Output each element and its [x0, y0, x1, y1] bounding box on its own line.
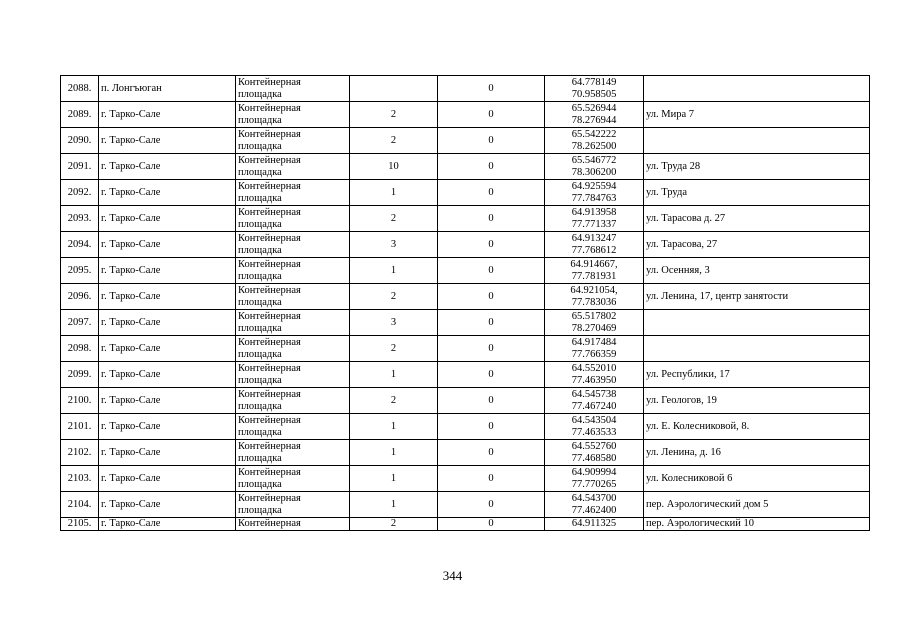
table-row [61, 232, 870, 258]
row-address: ул. Труда [644, 180, 870, 206]
row-address: ул. Ленина, 17, центр занятости [644, 284, 870, 310]
row-coordinates [545, 388, 644, 414]
row-place: г. Тарко-Сале [99, 284, 236, 310]
row-latitude: 64.543700 [571, 493, 617, 504]
row-type-line1: Контейнерная [238, 337, 301, 348]
row-number: 2090. [61, 128, 99, 154]
row-address: ул. Тарасова, 27 [644, 232, 870, 258]
table-row [61, 466, 870, 492]
row-count: 1 [350, 362, 438, 388]
row-zero: 0 [438, 518, 545, 531]
row-count: 2 [350, 206, 438, 232]
row-latitude: 64.914667, [570, 259, 618, 270]
row-type [236, 414, 350, 440]
row-address [644, 128, 870, 154]
table-row [61, 76, 870, 102]
row-latitude: 64.913958 [571, 207, 617, 218]
row-type-line1: Контейнерная [238, 259, 301, 270]
row-place: г. Тарко-Сале [99, 258, 236, 284]
row-type-line1: Контейнерная [238, 415, 301, 426]
row-place: г. Тарко-Сале [99, 362, 236, 388]
table-row [61, 310, 870, 336]
row-count: 2 [350, 388, 438, 414]
row-coordinates [545, 492, 644, 518]
row-type [236, 232, 350, 258]
row-longitude: 77.781931 [571, 270, 617, 282]
row-zero: 0 [438, 414, 545, 440]
row-address [644, 310, 870, 336]
row-coordinates [545, 76, 644, 102]
table-row [61, 154, 870, 180]
row-coordinates [545, 414, 644, 440]
row-type-line2: площадка [238, 88, 282, 100]
table-row-last [61, 518, 870, 531]
row-type [236, 440, 350, 466]
table-body [61, 76, 870, 531]
row-zero: 0 [438, 388, 545, 414]
row-address: ул. Геологов, 19 [644, 388, 870, 414]
row-number: 2092. [61, 180, 99, 206]
row-zero: 0 [438, 154, 545, 180]
table-row [61, 206, 870, 232]
row-zero: 0 [438, 76, 545, 102]
row-place: г. Тарко-Сале [99, 466, 236, 492]
row-place: г. Тарко-Сале [99, 518, 236, 531]
row-number: 2096. [61, 284, 99, 310]
row-count: 2 [350, 518, 438, 531]
table-row [61, 128, 870, 154]
row-type [236, 388, 350, 414]
row-longitude: 77.770265 [571, 478, 617, 490]
row-zero: 0 [438, 336, 545, 362]
row-coordinates [545, 102, 644, 128]
row-type-line1: Контейнерная [238, 285, 301, 296]
row-count: 3 [350, 232, 438, 258]
row-longitude: 77.771337 [571, 218, 617, 230]
row-place: г. Тарко-Сале [99, 128, 236, 154]
row-type [236, 154, 350, 180]
row-address: ул. Ленина, д. 16 [644, 440, 870, 466]
row-type-line1: Контейнерная [238, 207, 301, 218]
row-type-line1: Контейнерная [238, 363, 301, 374]
row-latitude: 64.778149 [571, 77, 617, 88]
row-latitude: 65.517802 [571, 311, 617, 322]
row-address [644, 336, 870, 362]
row-coordinates [545, 180, 644, 206]
row-type [236, 206, 350, 232]
row-type-line2: площадка [238, 374, 282, 386]
row-latitude: 64.545738 [571, 389, 617, 400]
row-zero: 0 [438, 180, 545, 206]
row-type-line1: Контейнерная [238, 441, 301, 452]
container-sites-table [60, 75, 870, 531]
row-latitude: 64.921054, [570, 285, 618, 296]
row-zero: 0 [438, 128, 545, 154]
table-row [61, 258, 870, 284]
row-type [236, 362, 350, 388]
row-longitude: 78.262500 [571, 140, 617, 152]
table-row [61, 362, 870, 388]
row-coordinates [545, 154, 644, 180]
row-coordinates: 64.911325 [545, 518, 644, 531]
row-type [236, 102, 350, 128]
row-longitude: 77.462400 [571, 504, 617, 516]
row-coordinates [545, 310, 644, 336]
row-place: г. Тарко-Сале [99, 154, 236, 180]
row-longitude: 77.768612 [571, 244, 617, 256]
row-type-line2: площадка [238, 114, 282, 126]
row-number: 2089. [61, 102, 99, 128]
row-place: г. Тарко-Сале [99, 388, 236, 414]
row-zero: 0 [438, 232, 545, 258]
row-address: ул. Осенняя, 3 [644, 258, 870, 284]
row-longitude: 78.276944 [571, 114, 617, 126]
row-zero: 0 [438, 206, 545, 232]
row-type-line2: площадка [238, 140, 282, 152]
row-address [644, 76, 870, 102]
row-longitude: 70.958505 [571, 88, 617, 100]
row-place: г. Тарко-Сале [99, 206, 236, 232]
row-latitude: 64.917484 [571, 337, 617, 348]
row-zero: 0 [438, 310, 545, 336]
row-number: 2091. [61, 154, 99, 180]
row-place: г. Тарко-Сале [99, 232, 236, 258]
row-type [236, 310, 350, 336]
row-zero: 0 [438, 440, 545, 466]
row-latitude: 64.909994 [571, 467, 617, 478]
row-longitude: 77.463950 [571, 374, 617, 386]
row-type-line2: площадка [238, 322, 282, 334]
row-type-line2: площадка [238, 348, 282, 360]
table-row [61, 284, 870, 310]
row-count: 1 [350, 180, 438, 206]
row-coordinates [545, 206, 644, 232]
row-count: 2 [350, 102, 438, 128]
page-number: 344 [442, 568, 463, 583]
row-longitude: 77.783036 [571, 296, 617, 308]
row-type-line2: площадка [238, 296, 282, 308]
row-number: 2088. [61, 76, 99, 102]
row-coordinates [545, 336, 644, 362]
row-place: г. Тарко-Сале [99, 180, 236, 206]
row-place: г. Тарко-Сале [99, 310, 236, 336]
row-type-line2: площадка [238, 244, 282, 256]
row-number: 2103. [61, 466, 99, 492]
row-type-line2: площадка [238, 218, 282, 230]
row-type [236, 128, 350, 154]
row-place: г. Тарко-Сале [99, 440, 236, 466]
row-count: 1 [350, 492, 438, 518]
row-type-line2: площадка [238, 426, 282, 438]
row-type [236, 180, 350, 206]
row-type-line2: площадка [238, 166, 282, 178]
row-address: ул. Республики, 17 [644, 362, 870, 388]
row-count: 2 [350, 336, 438, 362]
row-latitude: 64.913247 [571, 233, 617, 244]
row-count: 1 [350, 440, 438, 466]
row-count: 1 [350, 466, 438, 492]
table-row [61, 492, 870, 518]
row-place: г. Тарко-Сале [99, 336, 236, 362]
row-zero: 0 [438, 102, 545, 128]
row-type [236, 76, 350, 102]
row-latitude: 64.552010 [571, 363, 617, 374]
row-type-line1: Контейнерная [238, 129, 301, 140]
row-longitude: 78.306200 [571, 166, 617, 178]
row-count: 1 [350, 414, 438, 440]
row-latitude: 65.542222 [571, 129, 617, 140]
row-count: 2 [350, 284, 438, 310]
row-count [350, 76, 438, 102]
row-type-line1: Контейнерная [238, 77, 301, 88]
row-address: пер. Аэрологический 10 [644, 518, 870, 531]
row-coordinates [545, 258, 644, 284]
row-type-line2: площадка [238, 452, 282, 464]
row-type [236, 336, 350, 362]
row-number: 2094. [61, 232, 99, 258]
row-number: 2105. [61, 518, 99, 531]
row-longitude: 77.467240 [571, 400, 617, 412]
row-type-line1: Контейнерная [238, 233, 301, 244]
row-count: 1 [350, 258, 438, 284]
row-address: ул. Тарасова д. 27 [644, 206, 870, 232]
row-place: г. Тарко-Сале [99, 492, 236, 518]
row-latitude: 64.543504 [571, 415, 617, 426]
table-row [61, 388, 870, 414]
row-zero: 0 [438, 258, 545, 284]
row-coordinates [545, 466, 644, 492]
table-row [61, 440, 870, 466]
row-place: г. Тарко-Сале [99, 414, 236, 440]
row-type-line1: Контейнерная [238, 311, 301, 322]
row-zero: 0 [438, 492, 545, 518]
row-latitude: 64.925594 [571, 181, 617, 192]
row-number: 2099. [61, 362, 99, 388]
row-number: 2102. [61, 440, 99, 466]
table-row [61, 414, 870, 440]
row-longitude: 78.270469 [571, 322, 617, 334]
row-count: 3 [350, 310, 438, 336]
row-type-line2: площадка [238, 400, 282, 412]
row-zero: 0 [438, 466, 545, 492]
row-number: 2095. [61, 258, 99, 284]
row-type [236, 466, 350, 492]
row-coordinates [545, 440, 644, 466]
row-place: п. Лонгъюган [99, 76, 236, 102]
table-row [61, 102, 870, 128]
row-longitude: 77.463533 [571, 426, 617, 438]
row-zero: 0 [438, 284, 545, 310]
row-type-line1: Контейнерная [238, 155, 301, 166]
row-address: ул. Мира 7 [644, 102, 870, 128]
row-address: пер. Аэрологический дом 5 [644, 492, 870, 518]
row-coordinates [545, 232, 644, 258]
row-type-line1: Контейнерная [238, 389, 301, 400]
row-latitude: 64.552760 [571, 441, 617, 452]
row-type: Контейнерная [236, 518, 350, 531]
row-type-line2: площадка [238, 270, 282, 282]
row-type-line1: Контейнерная [238, 493, 301, 504]
row-coordinates [545, 128, 644, 154]
row-number: 2101. [61, 414, 99, 440]
row-latitude: 65.526944 [571, 103, 617, 114]
row-type-line2: площадка [238, 504, 282, 516]
row-count: 10 [350, 154, 438, 180]
row-number: 2098. [61, 336, 99, 362]
row-latitude: 65.546772 [571, 155, 617, 166]
table-row [61, 336, 870, 362]
row-type [236, 258, 350, 284]
row-longitude: 77.468580 [571, 452, 617, 464]
row-type [236, 492, 350, 518]
row-number: 2104. [61, 492, 99, 518]
row-longitude: 77.766359 [571, 348, 617, 360]
row-longitude: 77.784763 [571, 192, 617, 204]
row-place: г. Тарко-Сале [99, 102, 236, 128]
row-type-line2: площадка [238, 478, 282, 490]
row-number: 2097. [61, 310, 99, 336]
row-number: 2100. [61, 388, 99, 414]
row-type-line1: Контейнерная [238, 467, 301, 478]
row-type-line1: Контейнерная [238, 181, 301, 192]
row-coordinates [545, 362, 644, 388]
row-address: ул. Е. Колесниковой, 8. [644, 414, 870, 440]
row-coordinates [545, 284, 644, 310]
row-type-line2: площадка [238, 192, 282, 204]
row-type-line1: Контейнерная [238, 103, 301, 114]
row-count: 2 [350, 128, 438, 154]
row-number: 2093. [61, 206, 99, 232]
row-address: ул. Колесниковой 6 [644, 466, 870, 492]
row-address: ул. Труда 28 [644, 154, 870, 180]
row-zero: 0 [438, 362, 545, 388]
table-row [61, 180, 870, 206]
row-type [236, 284, 350, 310]
